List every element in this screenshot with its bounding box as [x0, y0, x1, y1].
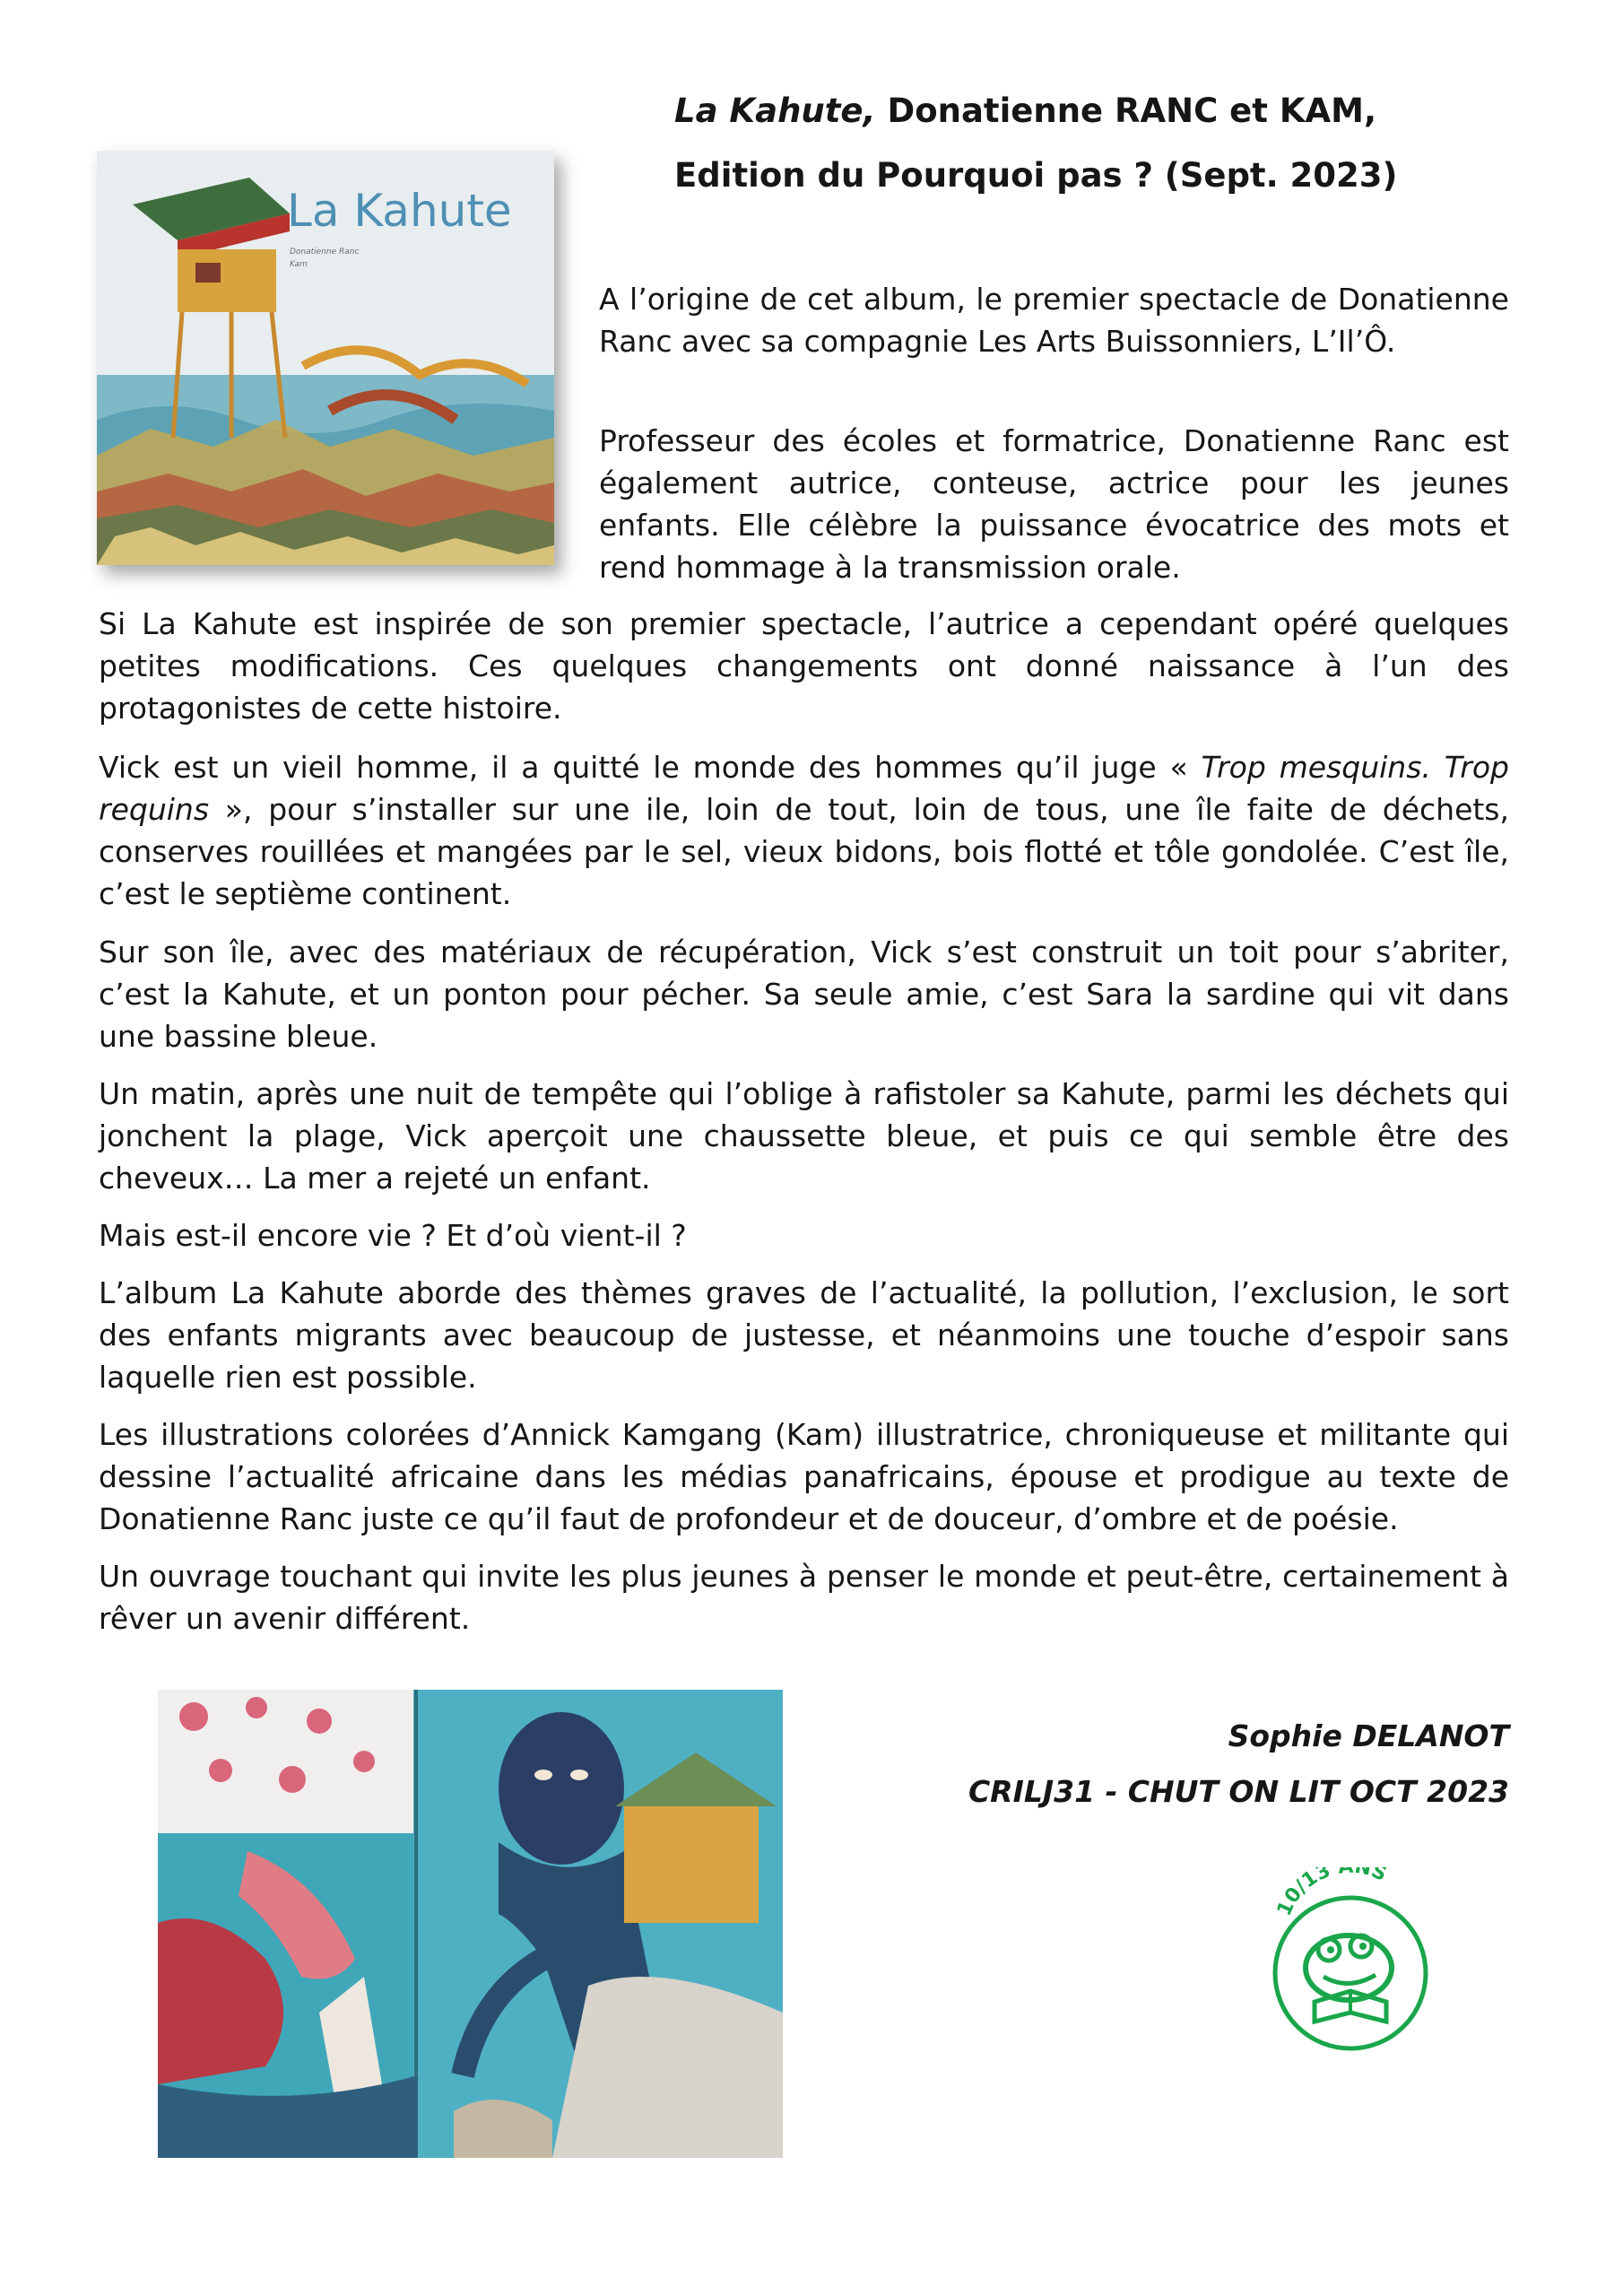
paragraph-question: Mais est-il encore vie ? Et d’où vient-il ?	[99, 1218, 687, 1253]
frog-reading-icon	[1261, 1867, 1440, 2052]
age-label: 10/13 NS	[1272, 1867, 1391, 1920]
paragraph-conclusion: Un ouvrage touchant qui invite les plus jeunes à penser le monde et peut-être, certainement à rêver un avenir différent.	[99, 1559, 1509, 1636]
age-badge	[1261, 1867, 1440, 2052]
book-cover-image	[97, 151, 554, 565]
book-title	[674, 91, 1481, 131]
paragraph-origin: A l’origine de cet album, le premier spectacle de Donatienne Ranc avec sa compagnie Les Arts Buissonniers, L’Il’Ô.	[599, 282, 1509, 359]
vick-quote: Trop mesquins. Trop requins	[99, 750, 1509, 827]
paragraph-storm: Un matin, après une nuit de tempête qui l’oblige à rafistoler sa Kahute, parmi les déchets qui jonchent la plage, Vick aperçoit une chaussette bleue, et puis ce qui semble être des cheveux… La mer a rejeté un enfant.	[99, 1076, 1509, 1196]
cover-illustrator: Kam	[290, 260, 308, 269]
signature-name: Sophie DELANOT	[1228, 1718, 1509, 1753]
paragraph-island: Sur son île, avec des matériaux de récupération, Vick s’est construit un toit pour s’abriter, c’est la Kahute, et un ponton pour pécher. Sa seule amie, c’est Sara la sardine qui vit dans une bassine bleue.	[99, 935, 1509, 1054]
vick-text-start: Vick est un vieil homme, il a quitté le monde des hommes qu’il juge «	[99, 750, 1202, 785]
paragraph-illustrations: Les illustrations colorées d’Annick Kamgang (Kam) illustratrice, chroniqueuse et militante qui dessine l’actualité africaine dans les médias panafricains, épouse et prodigue au texte de Donatienne Ranc juste ce qu’il faut de profondeur et de douceur, d’ombre et de poésie.	[99, 1417, 1509, 1536]
vick-text-end: », pour s’installer sur une ile, loin de tout, loin de tous, une île faite de déchets, conserves rouillées et mangées par le sel, vieux bidons, bois flotté et tôle gondolée. C’est île, c’est le septième continent.	[99, 792, 1509, 911]
cover-author: Donatienne Ranc	[290, 248, 360, 257]
book-title-name: La Kahute,	[674, 91, 876, 130]
paragraph-author-bio: Professeur des écoles et formatrice, Donatienne Ranc est également autrice, conteuse, actrice pour les jeunes enfants. Elle célèbre la puissance évocatrice des mots et rend hommage à la transmission orale.	[599, 423, 1509, 585]
cover-title: La Kahute	[287, 185, 512, 237]
publisher-line: Edition du Pourquoi pas ? (Sept. 2023)	[674, 156, 1398, 195]
signature-source: CRILJ31 - CHUT ON LIT OCT 2023	[968, 1774, 1509, 1809]
book-authors: Donatienne RANC et KAM,	[875, 91, 1377, 130]
paragraph-themes: L’album La Kahute aborde des thèmes graves de l’actualité, la pollution, l’exclusion, le sort des enfants migrants avec beaucoup de justesse, et néanmoins une touche d’espoir sans laquelle rien est possible.	[99, 1275, 1509, 1395]
paragraph-inspiration: Si La Kahute est inspirée de son premier spectacle, l’autrice a cependant opéré quelques petites modifications. Ces quelques changements ont donné naissance à l’un des protagonistes de cette histoire.	[99, 606, 1509, 726]
book-spread-photo	[158, 1690, 783, 2158]
paragraph-vick	[99, 746, 1509, 915]
